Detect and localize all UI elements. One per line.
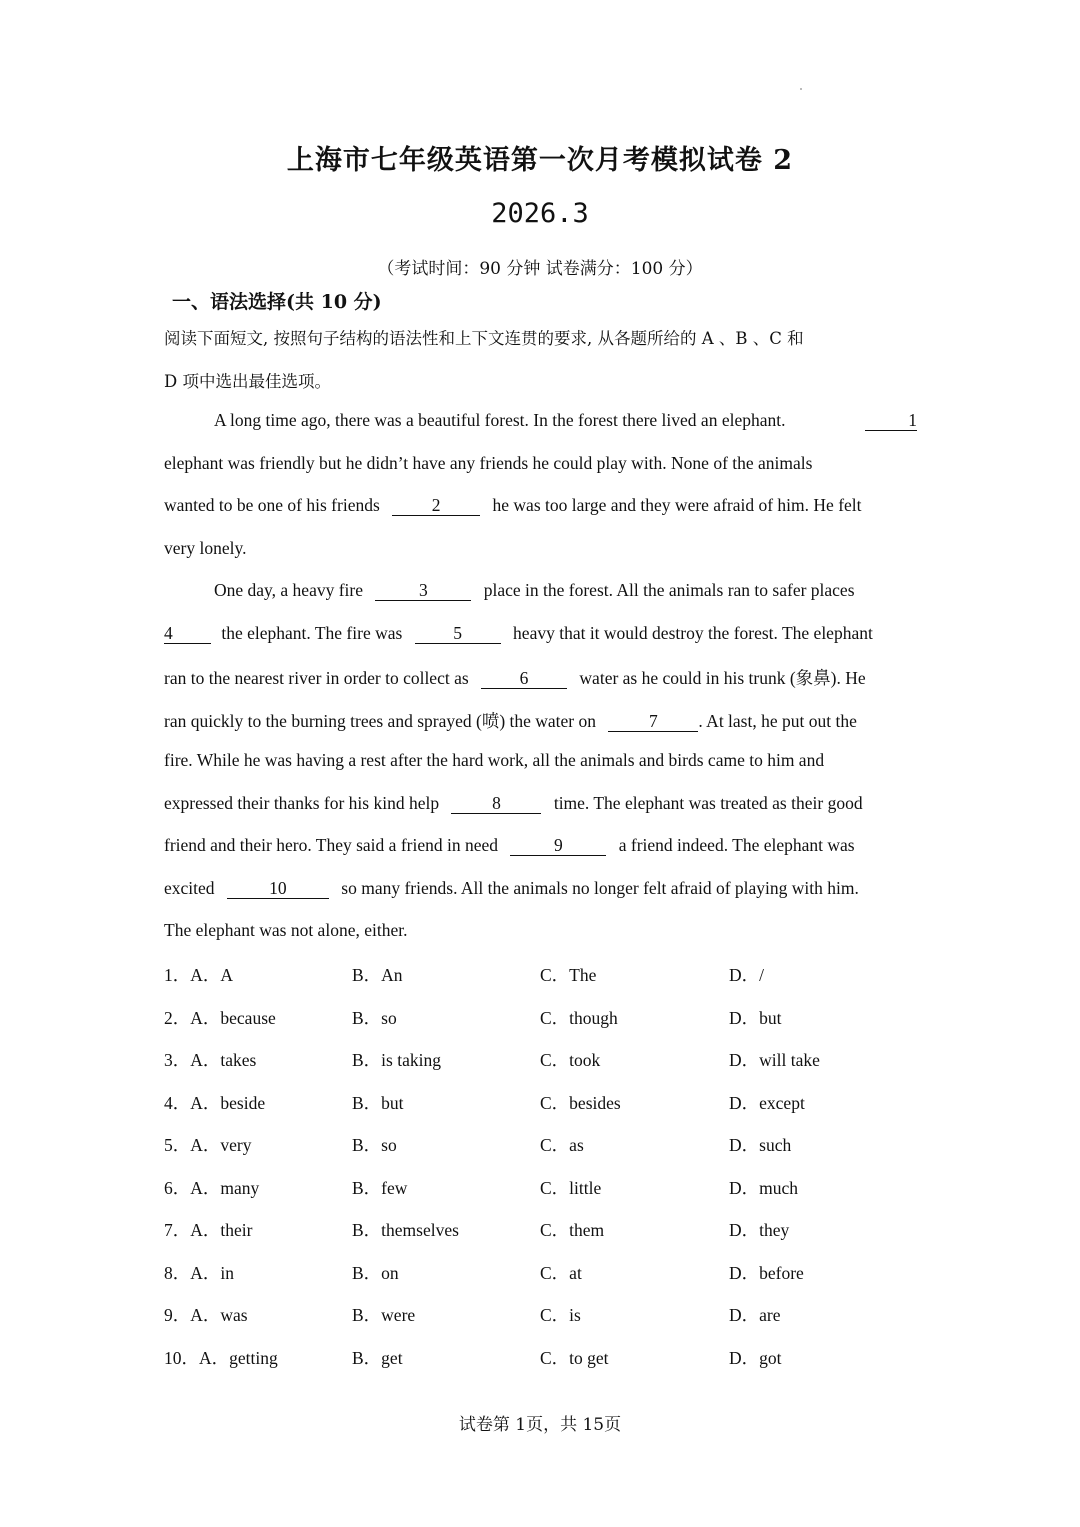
passage-text: the elephant. The fire was: [221, 623, 403, 643]
question-4-option-c: C．besides: [540, 1093, 621, 1113]
question-1-option-c: C．The: [540, 965, 597, 985]
scan-dot: [800, 88, 802, 90]
question-9-option-a: 9．A．was: [164, 1305, 248, 1325]
blank-8: 8: [451, 793, 541, 814]
passage-text: expressed their thanks for his kind help: [164, 793, 440, 813]
question-7-option-d: D．they: [729, 1220, 790, 1240]
question-3-option-d: D．will take: [729, 1050, 820, 1070]
exam-info: （考试时间：90 分钟 试卷满分：100 分）: [377, 259, 703, 279]
passage-line: [164, 623, 917, 644]
question-9-option-c: C．is: [540, 1305, 581, 1325]
question-3-option-a: 3．A．takes: [164, 1050, 257, 1070]
question-8-option-a: 8．A．in: [164, 1263, 234, 1283]
passage-text: ran quickly to the burning trees and sprayed (喷) the water on: [164, 711, 597, 731]
question-8-option-c: C．at: [540, 1263, 582, 1283]
question-6-option-d: D．much: [729, 1178, 799, 1198]
passage-text: so many friends. All the animals no longer felt afraid of playing with him.: [341, 878, 859, 898]
question-4-option-d: D．except: [729, 1093, 805, 1113]
question-5-option-a: 5．A．very: [164, 1135, 252, 1155]
question-10-option-b: B．get: [352, 1348, 403, 1368]
blank-4: 4: [164, 623, 211, 644]
instructions-line-2: D 项中选出最佳选项。: [164, 372, 331, 391]
question-1-option-b: B．An: [352, 965, 403, 985]
passage-line: [164, 665, 917, 690]
passage-line: [164, 793, 917, 814]
question-5-option-c: C．as: [540, 1135, 584, 1155]
question-3-option-c: C．took: [540, 1050, 601, 1070]
passage-text: water as he could in his trunk (象鼻). He: [579, 668, 866, 688]
passage-line: [164, 878, 917, 899]
passage-line: [164, 453, 917, 474]
passage-text: . At last, he put out the: [698, 711, 857, 731]
question-1-option-a: 1．A．A: [164, 965, 234, 985]
question-8-option-d: D．before: [729, 1263, 804, 1283]
passage-line: [214, 580, 917, 601]
passage-text: excited: [164, 878, 215, 898]
question-2-option-d: D．but: [729, 1008, 782, 1028]
passage-line: [214, 410, 917, 431]
question-2-option-b: B．so: [352, 1008, 397, 1028]
question-4-option-b: B．but: [352, 1093, 404, 1113]
section-heading: 一、语法选择(共 10 分): [172, 291, 382, 313]
exam-date: 2026.3: [491, 198, 589, 229]
instructions-text-1: 阅读下面短文, 按照句子结构的语法性和上下文连贯的要求, 从各题所给的 A 、B 、C 和: [164, 329, 804, 348]
blank-9: 9: [510, 835, 606, 856]
question-8-option-b: B．on: [352, 1263, 399, 1283]
blank-2: 2: [392, 495, 480, 516]
passage-text: wanted to be one of his friends: [164, 495, 380, 515]
passage-line: fire. While he was having a rest after the hard work, all the animals and birds came to him and: [164, 750, 825, 770]
passage-text: time. The elephant was treated as their good: [553, 793, 863, 813]
blank-3: 3: [375, 580, 471, 601]
question-5-option-d: D．such: [729, 1135, 792, 1155]
question-2-option-c: C．though: [540, 1008, 618, 1028]
question-7-option-a: 7．A．their: [164, 1220, 253, 1240]
question-1-option-d: D．/: [729, 965, 764, 985]
passage-text: A long time ago, there was a beautiful forest. In the forest there lived an elephant.: [214, 410, 786, 430]
blank-6: 6: [481, 668, 567, 689]
blank-5: 5: [415, 623, 501, 644]
passage-text: elephant was friendly but he didn’t have any friends he could play with. None of the animals: [164, 453, 813, 473]
passage-line: [164, 495, 917, 516]
passage-text: heavy that it would destroy the forest. The elephant: [513, 623, 873, 643]
question-6-option-a: 6．A．many: [164, 1178, 260, 1198]
question-6-option-c: C．little: [540, 1178, 602, 1198]
page-footer: 试卷第 1页，共 15页: [458, 1415, 622, 1435]
question-4-option-a: 4．A．beside: [164, 1093, 266, 1113]
question-7-option-b: B．themselves: [352, 1220, 459, 1240]
blank-1: 1: [865, 410, 917, 431]
passage-line: [164, 835, 917, 856]
passage-text: place in the forest. All the animals ran to safer places: [483, 580, 855, 600]
page-title: 上海市七年级英语第一次月考模拟试卷 2: [286, 145, 794, 176]
blank-10: 10: [227, 878, 329, 899]
question-3-option-b: B．is taking: [352, 1050, 441, 1070]
passage-line: [164, 708, 917, 733]
passage-line: very lonely.: [164, 538, 247, 558]
question-2-option-a: 2．A．because: [164, 1008, 276, 1028]
question-9-option-d: D．are: [729, 1305, 781, 1325]
passage-text: friend and their hero. They said a friend in need: [164, 835, 498, 855]
blank-7: 7: [608, 711, 698, 732]
question-10-option-a: 10．A．getting: [164, 1348, 278, 1368]
question-7-option-c: C．them: [540, 1220, 605, 1240]
passage-text: he was too large and they were afraid of him. He felt: [492, 495, 862, 515]
question-10-option-d: D．got: [729, 1348, 782, 1368]
instructions-line-1: [164, 325, 917, 349]
question-9-option-b: B．were: [352, 1305, 416, 1325]
question-10-option-c: C．to get: [540, 1348, 609, 1368]
passage-text: ran to the nearest river in order to collect as: [164, 668, 469, 688]
passage-line: The elephant was not alone, either.: [164, 920, 408, 940]
question-6-option-b: B．few: [352, 1178, 408, 1198]
passage-text: One day, a heavy fire: [214, 580, 363, 600]
passage-text: a friend indeed. The elephant was: [618, 835, 855, 855]
question-5-option-b: B．so: [352, 1135, 397, 1155]
